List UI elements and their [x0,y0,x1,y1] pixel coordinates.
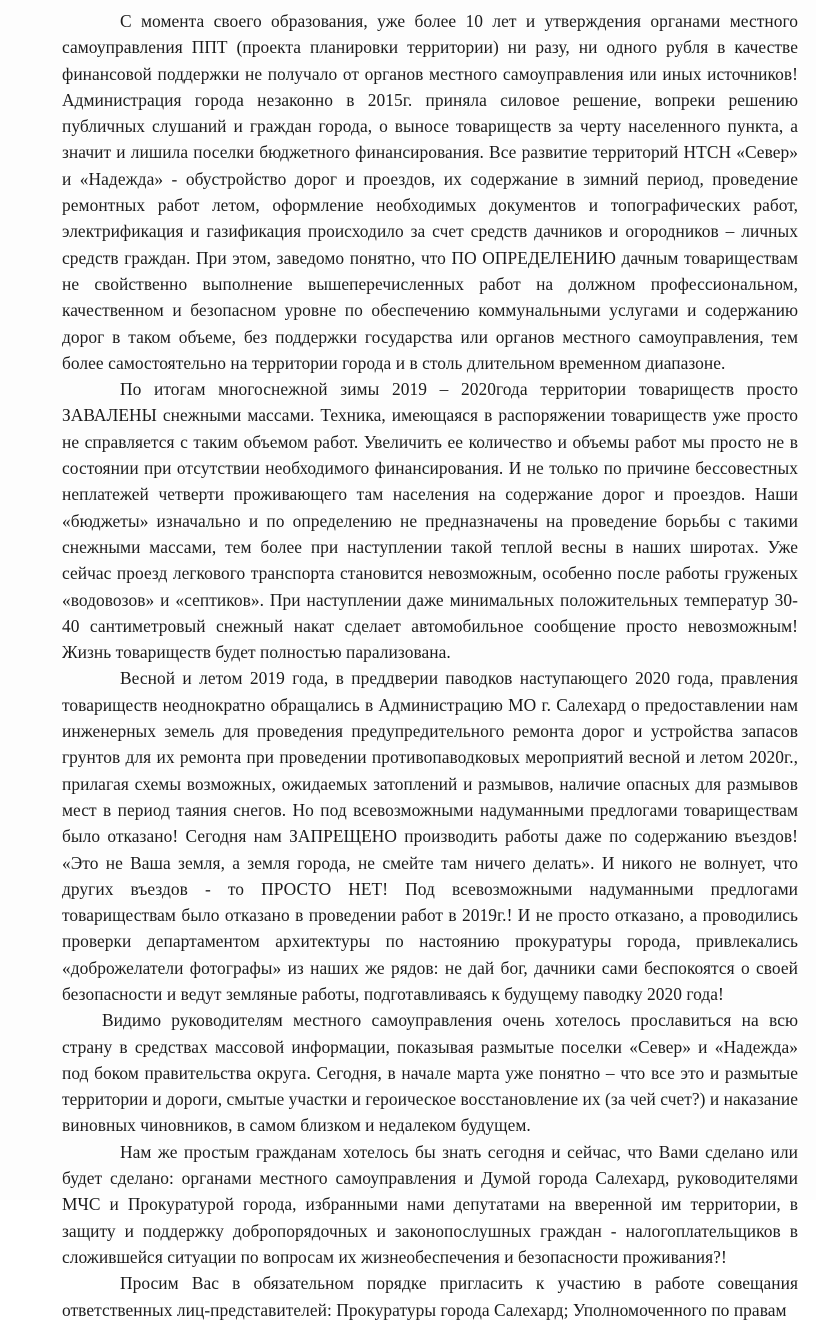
paragraph-snow-winter: По итогам многоснежной зимы 2019 – 2020года территории товариществ просто ЗАВАЛЕНЫ снежными массами. Техника, имеющаяся в распоряжении товариществ уже просто не справляется с таким объемом работ. Увеличить ее количество и объемы работ мы просто не в состоянии при отсутствии необходимого финансирования. И не только по причине бессовестных неплатежей четверти проживающего там населения на содержание дорог и проездов. Наши «бюджеты» изначально и по определению не предназначены на проведение борьбы с такими снежными массами, тем более при наступлении такой теплой весны в наших широтах. Уже сейчас проезд легкового транспорта становится невозможным, особенно после работы груженых «водовозов» и «септиков». При наступлении даже минимальных положительных температур 30-40 сантиметровый снежный накат сделает автомобильное сообщение просто невозможным! Жизнь товариществ будет полностью парализована. [62,379,798,663]
paragraph-meeting-request: Просим Вас в обязательном порядке пригласить к участию в работе совещания ответственных лиц-представителей: Прокуратуры города Салехард; Уполномоченного по правам [62,1273,798,1320]
letter-body [62,8,798,1323]
paragraph-funding: С момента своего образования, уже более 10 лет и утверждения органами местного самоуправления ППТ (проекта планировки территории) ни разу, ни одного рубля в качестве финансовой поддержки не получало от органов местного самоуправления или иных источников! Администрация города незаконно в 2015г. приняла силовое решение, вопреки решению публичных слушаний и граждан города, о выносе товариществ за черту населенного пункта, а значит и лишила поселки бюджетного финансирования. Все развитие территорий НТСН «Север» и «Надежда» - обустройство дорог и проездов, их содержание в зимний период, проведение ремонтных работ летом, оформление необходимых документов и топографических работ, электрификация и газификация происходило за счет средств дачников и огородников – личных средств граждан. При этом, заведомо понятно, что ПО ОПРЕДЕЛЕНИЮ дачным товариществам не свойственно выполнение вышеперечисленных работ на должном профессиональном, качественном и безопасном уровне по обеспечению коммунальными услугами и содержанию дорог в таком объеме, без поддержки государства или органов местного самоуправления, тем более самостоятельно на территории города и в столь длительном временном диапазоне. [62,11,798,373]
paragraph-media-attention: Видимо руководителям местного самоуправления очень хотелось прославиться на всю страну в средствах массовой информации, показывая размытые поселки «Север» и «Надежда» под боком правительства округа. Сегодня, в начале марта уже понятно – что все это и размытые территории и дороги, смытые участки и героическое восстановление их (за чей счет?) и наказание виновных чиновников, в самом близком и недалеком будущем. [62,1010,798,1136]
paragraph-citizens-question: Нам же простым гражданам хотелось бы знать сегодня и сейчас, что Вами сделано или будет сделано: органами местного самоуправления и Думой города Салехард, руководителями МЧС и Прокуратурой города, избранными нами депутатами на вверенной им территории, в защиту и поддержку добропорядочных и законопослушных граждан - налогоплательщиков в сложившейся ситуации по вопросам их жизнеобеспечения и безопасности проживания?! [62,1141,798,1267]
paragraph-flood-preparation: Весной и летом 2019 года, в преддверии паводков наступающего 2020 года, правления товариществ неоднократно обращались в Администрацию МО г. Салехард о предоставлении нам инженерных земель для проведения предупредительного ремонта дорог и устройства запасов грунтов для их ремонта при проведении противопаводковых мероприятий весной и летом 2020г., прилагая схемы возможных, ожидаемых затоплений и размывов, наличие опасных для размывов мест в период таяния снегов. Но под всевозможными надуманными предлогами товариществам было отказано! Сегодня нам ЗАПРЕЩЕНО производить работы даже по содержанию въездов! «Это не Ваша земля, а земля города, не смейте там ничего делать». И никого не волнует, что других въездов - то ПРОСТО НЕТ! Под всевозможными надуманными предлогами товариществам было отказано в проведении работ в 2019г.! И не просто отказано, а проводились проверки департаментом архитектуры по настоянию прокуратуры города, привлекались «доброжелатели фотографы» из наших же рядов: не дай бог, дачники сами беспокоятся о своей безопасности и ведут земляные работы, подготавливаясь к будущему паводку 2020 года! [62,668,798,1004]
